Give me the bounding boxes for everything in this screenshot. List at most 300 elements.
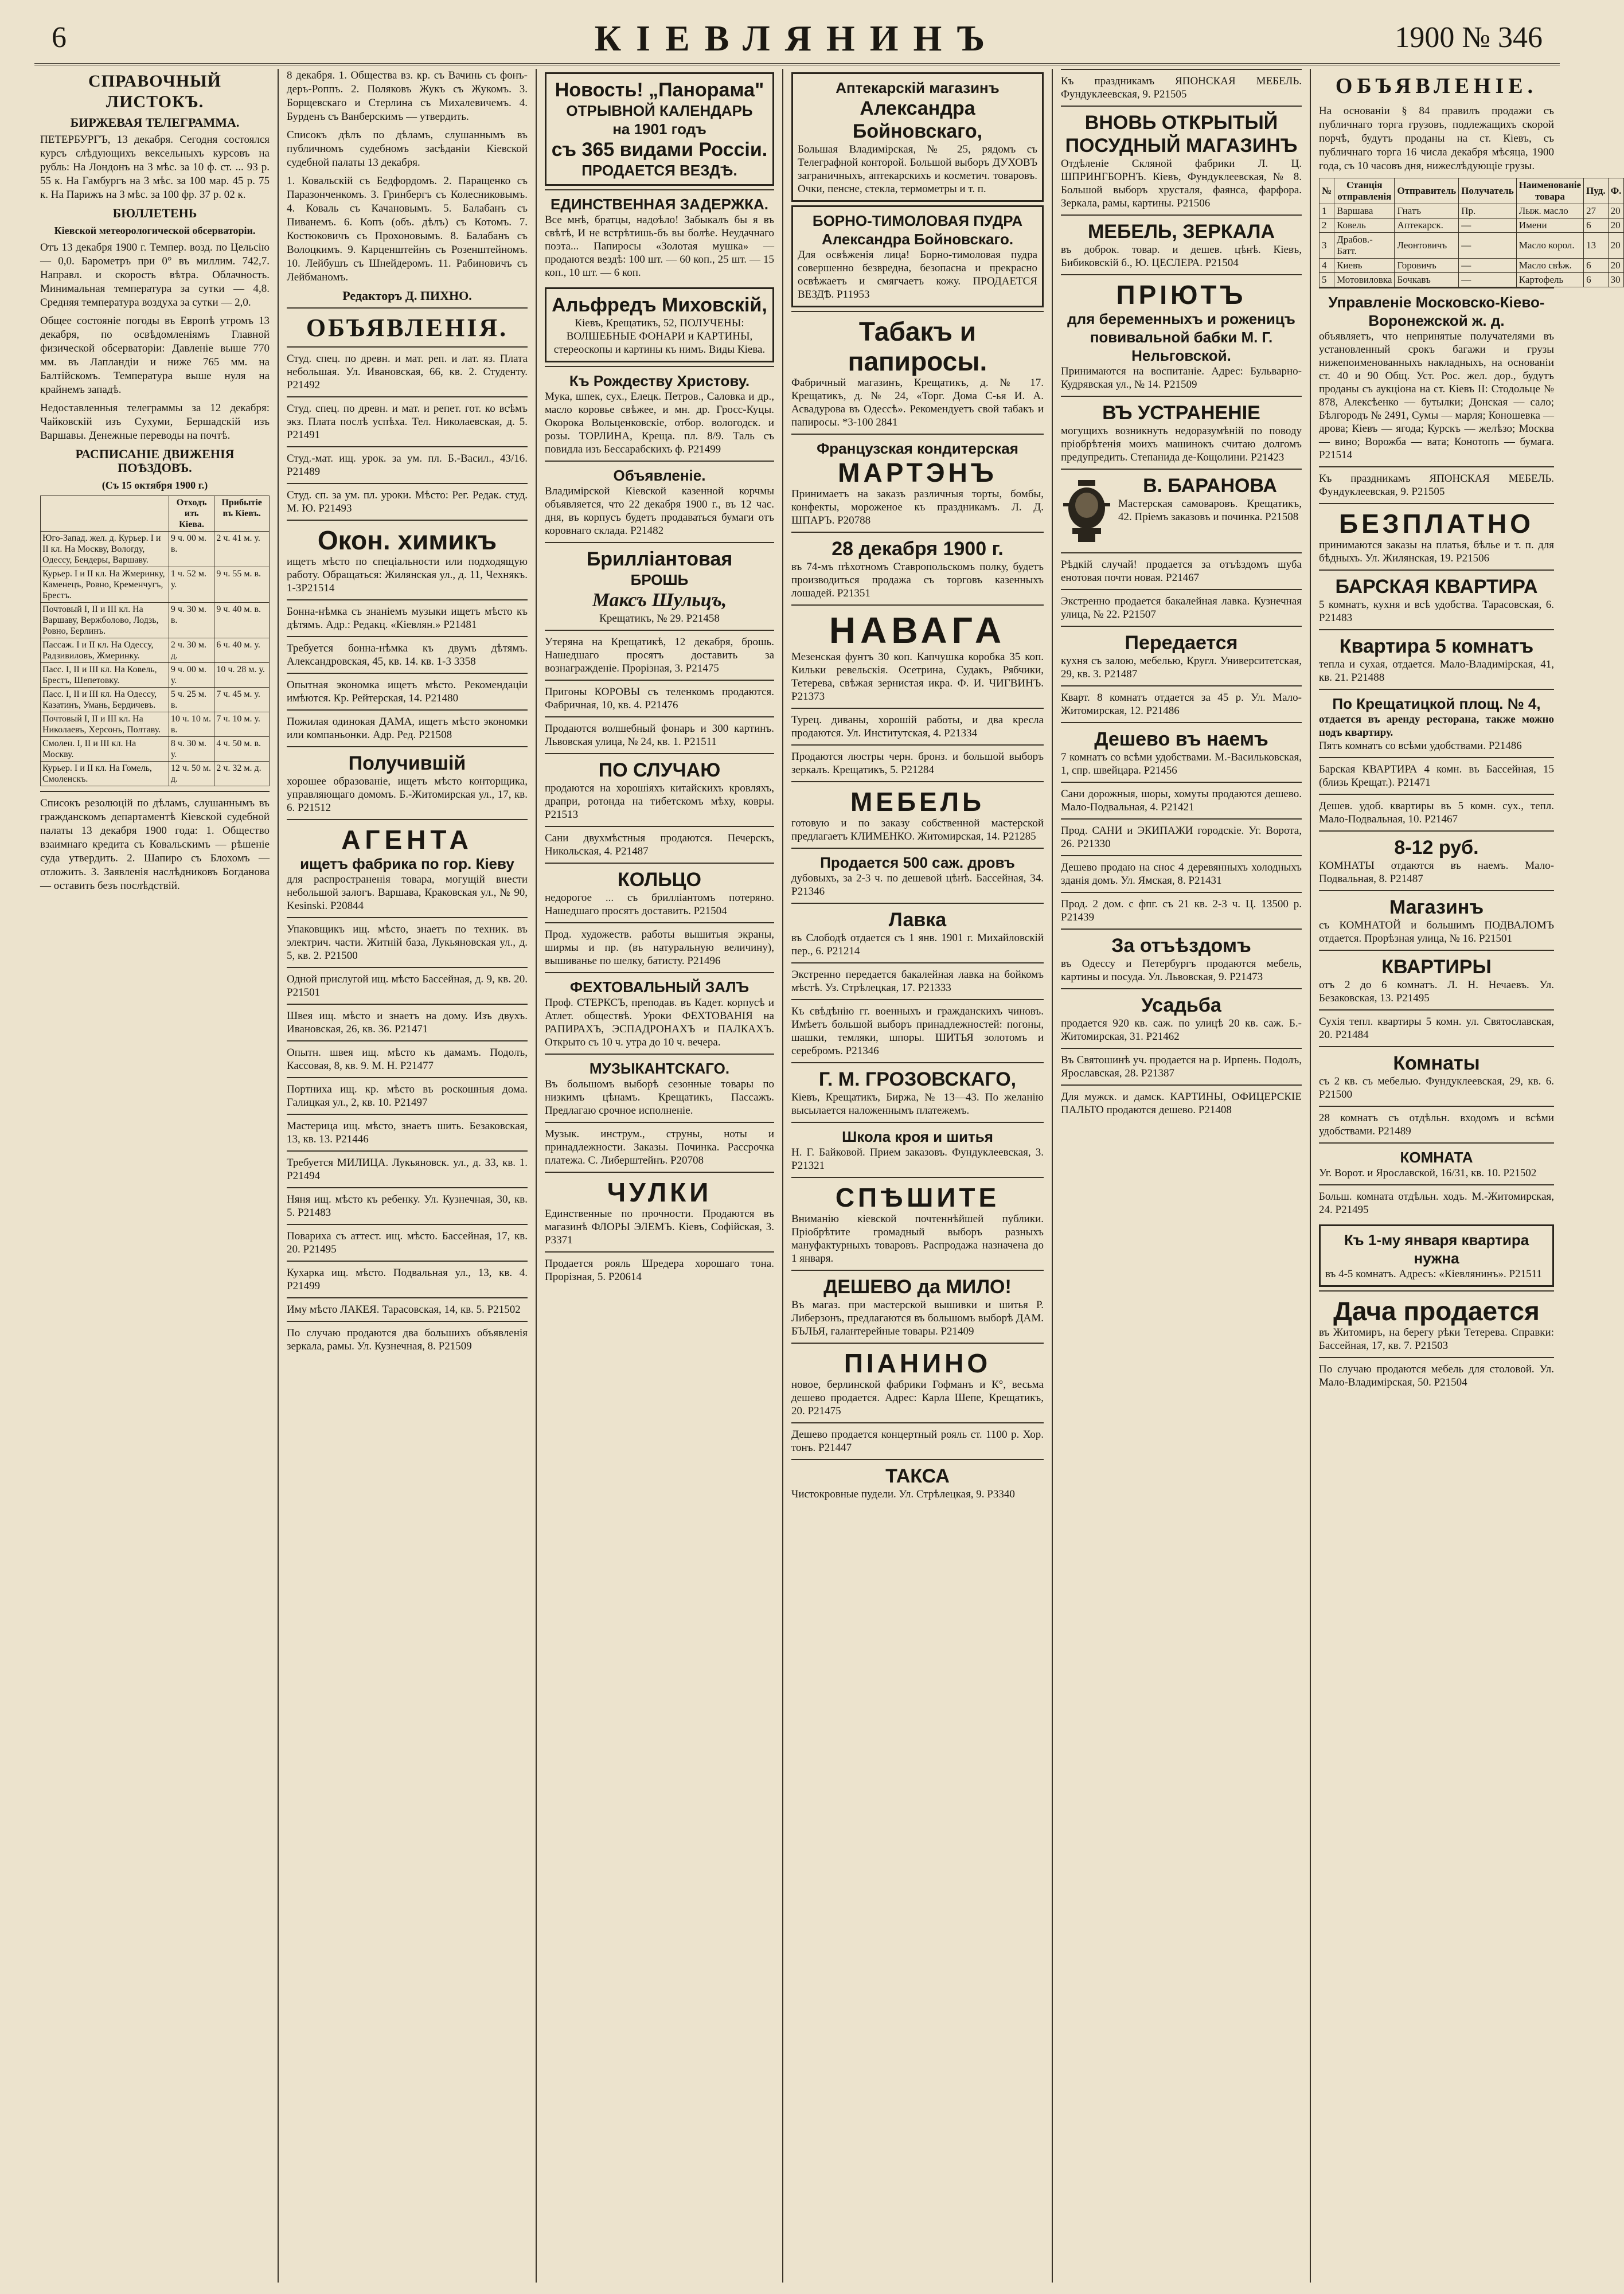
ad-text: Няня ищ. мѣсто къ ребенку. Ул. Кузнечная, 30, кв. 5. Р21483	[287, 1193, 528, 1219]
ad-text: Турец. диваны, хорошій работы, и два кресла продаются. Ул. Институтская, 4. Р21334	[791, 714, 1044, 739]
ad-item	[287, 636, 528, 673]
ad-headline: КВАРТИРЫ	[1381, 956, 1492, 978]
bulletin-subtitle: Кіевской метеорологической обсерваторіи.	[54, 225, 256, 236]
ad-headline: ПО СЛУЧАЮ	[598, 759, 721, 781]
cargo-cell: Картофель	[1516, 273, 1583, 287]
ad-headline: Передается	[1125, 632, 1238, 654]
ad-occasion	[545, 753, 774, 826]
column-rule	[782, 69, 783, 2283]
ad-headline: Продается 500 саж. дровъ	[820, 854, 1015, 871]
ad-headline: ВЪ УСТРАНЕНІЕ	[1102, 402, 1260, 424]
ad-item	[287, 1040, 528, 1077]
ad-text: Иму мѣсто ЛАКЕЯ. Тарасовская, 14, кв. 5. Р21502	[287, 1304, 521, 1316]
ad-subheadline: Александра Бойновскаго.	[821, 231, 1014, 248]
ad-text: Швея ищ. мѣсто и знаетъ на дому. Изъ двухъ. Ивановская, 26, кв. 36. Р21471	[287, 1010, 528, 1035]
column-announcements	[281, 69, 533, 2283]
ad-headline: Управленіе Московско-Кіево-Воронежской ж. д.	[1328, 294, 1545, 329]
ad-headline: Магазинъ	[1389, 896, 1484, 918]
ad-transfer	[1061, 626, 1302, 685]
weather-text: Отъ 13 декабря 1900 г. Темпер. возд. по Цельсію — 0,0. Барометръ при 0° въ миллим. 742,7. Направл. и скорость вѣтра. Облачность. Минимальная температура за сутки — 4,8. Средняя температура воздуха за сутки — 2,0.	[40, 241, 270, 309]
rail-cell: Юго-Запад. жел. д. Курьер. I и II кл. На Москву, Вологду, Одессу, Бендеры, Варшаву.	[41, 532, 169, 567]
ad-text: Кухарка ищ. мѣсто. Подвальная ул., 13, кв. 4. Р21499	[287, 1267, 528, 1292]
ad-text: съ 2 кв. съ мебелью. Фундуклеевская, 29, кв. 6. Р21500	[1319, 1075, 1554, 1101]
ad-item	[791, 999, 1044, 1062]
cargo-cell: Бочкавъ	[1395, 273, 1459, 287]
cargo-header: Станція отправленія	[1334, 178, 1395, 204]
ad-taxa	[791, 1459, 1044, 1505]
ad-baranov	[1061, 469, 1302, 552]
ad-item	[1319, 1357, 1554, 1394]
rail-cell: 2 ч. 41 м. у.	[214, 532, 270, 567]
ad-text: въ Житомиръ, на берегу рѣки Тетерева. Справки: Бассейная, 17, кв. 7. Р21503	[1319, 1327, 1554, 1352]
ad-fix	[1061, 396, 1302, 469]
column-ads-5	[1055, 69, 1307, 2283]
rail-header	[41, 496, 169, 532]
ad-item	[545, 680, 774, 716]
ad-text: ищетъ мѣсто по спеціальности или подходящую работу. Обращаться: Жилянская ул., д. 11, Чехнякъ. 1-3Р21514	[287, 556, 528, 594]
ad-item	[287, 1077, 528, 1114]
ad-headline: НАВАГА	[829, 610, 1006, 651]
ad-text: Продаются волшебный фонарь и 300 картинъ. Львовская улица, № 24, кв. 1. Р21511	[545, 723, 774, 748]
ad-text: Крещатикъ, № 29. Р21458	[599, 612, 720, 625]
ad-text: Музык. инструм., струны, ноты и принадлежности. Заказы. Починка. Рассрочка платежа. С. Либерштейнъ. Р20708	[545, 1128, 774, 1166]
ads-title: ОБЪЯВЛЕНІЯ.	[306, 314, 509, 342]
ad-shop-name: Александра Бойновскаго,	[852, 97, 983, 142]
ad-text: Принимаетъ на заказъ различныя торты, бомбы, конфекты, мороженое къ праздникамъ. Л. Д. ШПАРЪ. Р20788	[791, 488, 1044, 526]
ad-chemist	[287, 520, 528, 599]
cargo-table	[1319, 178, 1624, 287]
ad-text: Для мужск. и дамск. КАРТИНЫ, ОФИЦЕРСКІЕ ПАЛЬТО продаются дешево. Р21408	[1061, 1091, 1302, 1116]
ad-headline: МЕБЕЛЬ, ЗЕРКАЛА	[1087, 221, 1275, 243]
rail-row	[41, 663, 270, 688]
ad-headline: ВНОВЬ ОТКРЫТЫЙ ПОСУДНЫЙ МАГАЗИНЪ	[1065, 112, 1298, 157]
ad-away	[1061, 928, 1302, 988]
ad-text: Студ. спец. по древн. и мат. и репет. гот. ко всѣмъ экз. Плата послѣ успѣха. Тел. Николаевская, д. 5. Р21491	[287, 403, 528, 441]
ad-item	[287, 599, 528, 636]
ad-text: Фабричный магазинъ, Крещатикъ, д. № 17. Крещатикъ, д. № 24, «Торг. Дома С-ья И. А. Асвадурова въ Одессѣ». Рекомендуетъ свой табакъ и папиросы. *3-100 2841	[791, 377, 1044, 428]
ad-estate	[1061, 988, 1302, 1048]
ad-headline: Объявленіе.	[613, 467, 706, 484]
ad-item	[791, 708, 1044, 744]
rail-header: Отходъ изъ Кіева.	[169, 496, 214, 532]
ad-text: Н. Г. Байковой. Прием заказовъ. Фундуклеевская, 3. Р21321	[791, 1146, 1044, 1172]
ad-item	[1319, 466, 1554, 503]
ad-text: Опытн. швея ищ. мѣсто къ дамамъ. Подолъ, Кассовая, 8, кв. 9. М. Н. Р21477	[287, 1047, 528, 1072]
ad-management	[1319, 287, 1554, 466]
ad-text: принимаются заказы на платья, бѣлье и т. п. для бѣдныхъ. Ул. Жилянская, 19. Р21506	[1319, 539, 1554, 564]
ad-headline: МАРТЭНЪ	[838, 458, 997, 487]
ad-text: Въ большомъ выборѣ сезонные товары по низкимъ цѣнамъ. Крещатикъ, Пассажъ. Предлагаю срочное исполненіе.	[545, 1078, 774, 1117]
ad-text: Мука, шпек, сух., Елецк. Петров., Саловка и др., масло коровье свѣжее, и мн. др. Гросс-Куцы. Окорока Вольценковскіе, отбор. вологодск. и розы. ТОРЛИНА, Креща. пл. 8/9. Таль съ повидла изъ Бессарабскихъ ф. Р21499	[545, 391, 774, 455]
ad-vnov	[1061, 106, 1302, 214]
cargo-cell: Горовичъ	[1395, 259, 1459, 273]
ad-item	[791, 1422, 1044, 1459]
ad-text: Вниманію кіевской почтеннѣйшей публики. Пріобрѣтите громадный выборъ разныхъ мануфактурныхъ товаровъ. Распродажа назначена до 1 января.	[791, 1213, 1044, 1265]
rail-cell: 9 ч. 00 м. в.	[169, 532, 214, 567]
rail-cell: 8 ч. 30 м. у.	[169, 737, 214, 762]
ad-item	[287, 917, 528, 967]
ad-text: могущихъ возникнуть недоразумѣній по поводу пріобрѣтенія моихъ машинокъ считаю долгомъ предупредить. Степанида де-Кощолини. Р21423	[1061, 425, 1302, 463]
ad-text: Проф. СТЕРКСЪ, преподав. въ Кадет. корпусѣ и Атлет. обществѣ. Уроки ФЕХТОВАНІЯ на РАПИРАХЪ, ЭСПАДРОНАХЪ и ПАЛКАХЪ. Открыто съ 10 ч. утра до 10 ч. вечера.	[545, 997, 774, 1048]
ad-item	[545, 1251, 774, 1288]
page-header	[34, 13, 1560, 65]
cargo-header: Ф.	[1608, 178, 1624, 204]
ad-item	[287, 673, 528, 709]
ad-text: Большая Владимірская, № 25, рядомъ съ Телеграфной конторой. Большой выборъ ДУХОВЪ заграничныхъ, аптекарскихъ и косметич. товаровъ. Очки, пенсне, стекла, термометры и т. п.	[798, 143, 1037, 195]
cargo-cell: Мотовиловка	[1334, 273, 1395, 287]
ad-headline: Табакъ и папиросы.	[848, 317, 987, 376]
ad-text: Къ праздникамъ ЯПОНСКАЯ МЕБЕЛЬ. Фундуклеевская, 9. Р21505	[1319, 473, 1554, 498]
rail-cell: 9 ч. 55 м. в.	[214, 567, 270, 603]
ad-text: Къ праздникамъ ЯПОНСКАЯ МЕБЕЛЬ. Фундуклеевская, 9. Р21505	[1061, 75, 1302, 100]
cargo-cell: Киевъ	[1334, 259, 1395, 273]
court-list: 1. Ковальскій съ Бедфордомъ. 2. Паращенко съ Паразонченкомъ. 3. Гринбергъ съ Колесниковымъ. 4. Коваль съ Качановымъ. 5. Балабанъ съ Пиванемъ. 6. Копъ (объ. дѣлъ) съ Котомъ. 7. Костюковичъ съ Прохоновымъ. 8. Балабанъ съ Волоцкимъ. 9. Карценштейнъ съ Розенштейномъ. 10. Лейбушъ съ Шнейдеромъ. 11. Рабиновичъ съ Лейбманомъ.	[287, 175, 528, 283]
editor-line: Редакторъ Д. ПИХНО.	[342, 288, 472, 303]
column-ads-4	[786, 69, 1049, 2283]
ad-headline: ПІАНИНО	[844, 1348, 991, 1378]
ad-item	[1319, 1184, 1554, 1221]
ad-item	[1061, 69, 1302, 106]
ad-headline: МЕБЕЛЬ	[850, 787, 985, 817]
ad-subheadline: ищетъ фабрика по гор. Кіеву	[300, 855, 514, 872]
ad-text: продается 920 кв. саж. по улицѣ 20 кв. саж. Б.-Житомирская, 31. Р21462	[1061, 1017, 1302, 1043]
ad-item	[1061, 855, 1302, 892]
rail-cell: 2 ч. 32 м. д.	[214, 762, 270, 786]
ad-headline: ЧУЛКИ	[607, 1177, 712, 1207]
cargo-cell: Ковель	[1334, 219, 1395, 233]
ad-dacha	[1319, 1290, 1554, 1357]
ad-got	[287, 746, 528, 819]
ad-mirror	[1061, 214, 1302, 274]
ad-item	[1061, 589, 1302, 626]
column-ads-6	[1313, 69, 1622, 2283]
ad-item	[287, 1297, 528, 1321]
ad-text: Портниха ищ. кр. мѣсто въ роскошныя дома. Галицкая ул., 2, кв. 10. Р21497	[287, 1083, 528, 1109]
ad-subheadline: на 1901 годъ	[612, 120, 706, 138]
ad-item	[1061, 552, 1302, 589]
ad-item	[545, 1122, 774, 1172]
rail-row	[41, 762, 270, 786]
ad-text: Экстренно передается бакалейная лавка на бойкомъ мѣстѣ. Уз. Стрѣлецкая, 17. Р21333	[791, 969, 1044, 994]
ad-text: Къ свѣдѣнію гг. военныхъ и гражданскихъ чиновъ. Имѣетъ большой выборъ принадлежностей: погоны, шашки, темляки, шпоры. ШИТЬЯ золотомъ и серебромъ. Р21346	[791, 1005, 1044, 1057]
court-intro: 8 декабря. 1. Общества вз. кр. съ Вачинь съ фонъ-деръ-Роппъ. 2. Поляковъ Жукъ съ Жукомъ. 3. Борщевскаго и Стерлина съ Михалевичемъ. 4. Бурденъ съ Ванберскимъ — утвердить.	[287, 69, 528, 123]
rail-cell: 5 ч. 25 м. в.	[169, 688, 214, 712]
notice-title: ОБЪЯВЛЕНІЕ.	[1335, 74, 1538, 98]
ad-text: Мастерица ищ. мѣсто, знаетъ шить. Безаковская, 13, кв. 13. Р21446	[287, 1120, 528, 1145]
ad-text: въ доброк. товар. и дешев. цѣнѣ. Кіевъ, Бибиковскій б., Ю. ЦЕСЛЕРА. Р21504	[1061, 244, 1302, 269]
rail-row	[41, 712, 270, 737]
ad-text: объявляетъ, что непринятые получателями въ установленный срокъ багажи и грузы нижепоименованныхъ накладныхъ, на основаніи ст. 40 и 90 Общ. Уст. Рос. жел. дор., будутъ проданы съ аукціона на ст. Кіевъ II: Стодольце № 878, Алексѣенко — бутылки; Донская — сало; Бѣлгородъ № 2491, Сумы — марля; Коношевка — дрова; Кіевъ — ягода; Курскъ — желѣзо; Москва — вино; Ворожба — вата; Конотопъ — бумага. Р21514	[1319, 330, 1554, 461]
cargo-header: Получатель	[1459, 178, 1517, 204]
ad-delay	[545, 189, 774, 284]
ad-headline: ТАКСА	[885, 1465, 950, 1487]
ad-school	[791, 1122, 1044, 1177]
cargo-cell: 6	[1584, 219, 1609, 233]
ad-text: Уг. Ворот. и Ярославской, 16/31, кв. 10. Р21502	[1319, 1167, 1537, 1179]
ad-text: съ КОМНАТОЙ и большимъ ПОДВАЛОМЪ отдается. Прорѣзная улица, № 16. Р21501	[1319, 919, 1554, 945]
ad-piano	[791, 1343, 1044, 1422]
ad-agent	[287, 819, 528, 917]
cargo-cell: —	[1459, 259, 1517, 273]
rail-row	[41, 532, 270, 567]
ad-text: продаются на хорошіяхъ китайскихъ кровляхъ, драпри, ротонда на тибетскомъ мѣху, ковры. Р21513	[545, 782, 774, 821]
rail-cell: 7 ч. 10 м. у.	[214, 712, 270, 737]
ad-headline: 28 декабря 1900 г.	[831, 538, 1004, 560]
cargo-header: Пуд.	[1584, 178, 1609, 204]
ad-text: Сухія тепл. квартиры 5 комн. ул. Святославская, 20. Р21484	[1319, 1016, 1554, 1041]
rail-row	[41, 737, 270, 762]
ad-headline: АГЕНТА	[341, 825, 473, 855]
cargo-cell: 4	[1320, 259, 1334, 273]
ad-item	[287, 446, 528, 483]
cargo-header: №	[1320, 178, 1334, 204]
rail-row	[41, 567, 270, 603]
ad-text: Кварт. 8 комнатъ отдается за 45 р. Ул. Мало-Житомирская, 12. Р21486	[1061, 692, 1302, 717]
ad-item	[1319, 1009, 1554, 1046]
ad-item	[287, 1004, 528, 1040]
ad-text: Одной прислугой ищ. мѣсто Бассейная, д. 9, кв. 20. Р21501	[287, 973, 528, 998]
rail-cell: 12 ч. 50 м. д.	[169, 762, 214, 786]
ad-store	[1319, 890, 1554, 950]
ad-text: Въ магаз. при мастерской вышивки и шитья Р. Либерзонъ, предлагаются въ большомъ выборѣ ДАМ. БЪЛЬЯ, галантерейные товары. Р21409	[791, 1299, 1044, 1337]
rail-cell: Пасс. I, II и III кл. На Одессу, Казатинъ, Умань, Бердичевъ.	[41, 688, 169, 712]
ad-item	[287, 1150, 528, 1187]
ad-headline: Получившій	[348, 752, 466, 774]
ad-text: Мезенская фунтъ 30 коп. Капчушка коробка 35 коп. Кильки ревельскія. Осетрина, Судакъ, Рябчики, Тетерева, свѣжая зернистая икра. Ф. И. ЧИГВИНЪ. Р21373	[791, 651, 1044, 703]
ad-powder	[791, 205, 1044, 307]
ad-quarters	[1319, 950, 1554, 1009]
ad-text: Дешево продаю на снос 4 деревянныхъ холодныхъ зданія домъ. Ул. Ямская, 8. Р21431	[1061, 861, 1302, 887]
cargo-row	[1320, 219, 1624, 233]
rail-cell: 9 ч. 30 м. в.	[169, 603, 214, 638]
ad-item	[1061, 685, 1302, 722]
ad-headline: 8-12 руб.	[1394, 837, 1479, 859]
ad-text: Барская КВАРТИРА 4 комн. въ Бассейная, 15 (близь Крещат.). Р21471	[1319, 763, 1554, 789]
ad-headline: МУЗЫКАНТСКАГО.	[589, 1060, 730, 1077]
ad-text: хорошее образованіе, ищетъ мѣсто конторщика, управляющаго домомъ. Б.-Житомирская ул., 17, кв. 6. Р21512	[287, 775, 528, 814]
ad-headline: съ 365 видами Россіи.	[551, 139, 768, 161]
cargo-row	[1320, 259, 1624, 273]
cargo-cell: Масло свѣж.	[1516, 259, 1583, 273]
ad-item	[1319, 757, 1554, 794]
ad-text: Продаются люстры черн. бронз. и большой выборъ зеркалъ. Крещатикъ, 5. Р21284	[791, 751, 1044, 776]
rail-subtitle: (Съ 15 октября 1900 г.)	[102, 479, 208, 491]
exchange-subtitle: БИРЖЕВАЯ ТЕЛЕГРАММА.	[70, 115, 240, 130]
ad-item	[287, 1114, 528, 1150]
ad-text: въ Одессу и Петербургъ продаются мебель, картины и посуда. Ул. Львовская, 9. Р21473	[1061, 958, 1302, 983]
issue-number: 1900 № 346	[1395, 21, 1543, 54]
ad-text: Для освѣженія лица! Борно-тимоловая пудра совершенно безвредна, безопасна и прекрасно освѣжаетъ и смягчаетъ кожу. ПРОДАЕТСЯ ВЕЗДѢ. Р11953	[798, 249, 1037, 301]
ad-text: Дешев. удоб. квартиры въ 5 комн. сух., тепл. Мало-Подвальная, 10. Р21467	[1319, 800, 1554, 825]
ad-brooch	[545, 542, 774, 630]
cargo-header: Наименованіе товара	[1516, 178, 1583, 204]
ad-text: Рѣдкій случай! продается за отъѣздомъ шуба енотовая почти новая. Р21467	[1061, 559, 1302, 584]
cargo-cell: 20	[1608, 259, 1624, 273]
samovar-image	[1061, 477, 1112, 545]
cargo-cell: 6	[1584, 273, 1609, 287]
ad-text: кухня съ залою, мебелью, Кругл. Университетская, 29, кв. 3. Р21487	[1061, 655, 1302, 680]
cargo-row	[1320, 204, 1624, 219]
ad-shelter	[1061, 274, 1302, 396]
ad-grozovsky	[791, 1062, 1044, 1122]
ad-item	[1061, 1048, 1302, 1084]
ad-text: въ Слободѣ отдается съ 1 янв. 1901 г. Михайловскій пер., 6. Р21214	[791, 932, 1044, 957]
ad-headline: Лавка	[888, 909, 947, 931]
ad-text: Кіевъ, Крещатикъ, Биржа, № 13—43. По желанію высылается наложеннымъ платежемъ.	[791, 1091, 1044, 1117]
cargo-cell: 13	[1584, 233, 1609, 259]
ad-headline: За отъѣздомъ	[1111, 935, 1251, 957]
column-rule	[1310, 69, 1311, 2283]
ad-text: По случаю продаются два большихъ объявленія зеркала, рамы. Ул. Кузнечная, 8. Р21509	[287, 1327, 528, 1352]
column-rule	[1052, 69, 1053, 2283]
rail-cell: 10 ч. 28 м. у.	[214, 663, 270, 688]
ad-dec28	[791, 532, 1044, 604]
ad-text: готовую и по заказу собственной мастерской предлагаетъ КЛИМЕНКО. Житомирская, 14. Р21285	[791, 817, 1044, 842]
ad-music	[545, 1054, 774, 1122]
ad-notice	[545, 461, 774, 542]
ad-item	[1319, 794, 1554, 830]
ad-text: Экстренно продается бакалейная лавка. Кузнечная улица, № 22. Р21507	[1061, 595, 1302, 621]
ad-item	[287, 346, 528, 396]
cargo-cell: 30	[1608, 273, 1624, 287]
cargo-cell: Лыж. масло	[1516, 204, 1583, 219]
rail-cell: Пассаж. I и II кл. На Одессу, Радзивиловъ, Жмеринку.	[41, 638, 169, 663]
cargo-header: Отправитель	[1395, 178, 1459, 204]
ad-item	[545, 922, 774, 972]
ad-shop-name: Максъ Шульцъ,	[592, 590, 727, 611]
rail-cell: Курьер. I и II кл. На Гомель, Смоленскъ.	[41, 762, 169, 786]
exchange-text: ПЕТЕРБУРГЪ, 13 декабря. Сегодня состоялся курсъ слѣдующихъ вексельныхъ курсовъ на рубль: На Лондонъ на 3 мѣс. за 10 ф. ст. ... 93 р. 55 к. На Гамбургъ на 3 мѣс. за 100 мар. 45 р. 75 к. На Парижъ на 3 мѣс. за 100 фр. 37 р. 02 к.	[40, 134, 270, 201]
ad-subheadline: БРОШЬ	[630, 571, 689, 588]
ad-item	[545, 630, 774, 680]
ad-headline: Комнаты	[1393, 1052, 1480, 1074]
ad-jan1	[1319, 1224, 1554, 1287]
cargo-cell: 27	[1584, 204, 1609, 219]
rail-cell: Смолен. I, II и III кл. На Москву.	[41, 737, 169, 762]
cargo-cell: Варшава	[1334, 204, 1395, 219]
ad-wood	[791, 848, 1044, 903]
ad-text: Мастерская самоваровъ. Крещатикъ, 42. Пріемъ заказовъ и починка. Р21508	[1118, 498, 1302, 523]
ad-text: Утеряна на Крещатикѣ, 12 декабря, брошь. Нашедшаго просятъ доставить за вознагражденіе. Прорізная, 3. Р21475	[545, 636, 774, 674]
ad-item	[287, 1224, 528, 1261]
ad-hurry	[791, 1177, 1044, 1270]
ad-headline: Окон. химикъ	[317, 525, 497, 555]
ad-cheap	[791, 1270, 1044, 1343]
ad-text: Кіевъ, Крещатикъ, 52, ПОЛУЧЕНЫ: ВОЛШЕБНЫЕ ФОНАРИ и КАРТИНЫ, стереоскопы и картины къ нимъ. Виды Кіева.	[553, 317, 766, 356]
ad-text: По случаю продаются мебель для столовой. Ул. Мало-Владимірская, 50. Р21504	[1319, 1363, 1554, 1388]
rail-cell: Почтовый I, II и III кл. На Варшаву, Вержболово, Лодзь, Ровно, Берлинъ.	[41, 603, 169, 638]
column-rule	[536, 69, 537, 2283]
cargo-cell: —	[1459, 233, 1517, 259]
ad-headline: БАРСКАЯ КВАРТИРА	[1335, 576, 1538, 598]
newspaper-title: КІЕВЛЯНИНЪ	[594, 18, 1000, 58]
rail-row	[41, 688, 270, 712]
ad-subheadline: отдается въ аренду ресторана, также можно подъ квартиру.	[1319, 713, 1554, 739]
cargo-row	[1320, 233, 1624, 259]
ad-text: недорогое ... съ брилліантомъ потеряно. Нашедшаго просятъ доставить. Р21504	[545, 892, 774, 917]
ad-text: Бонна-нѣмка съ знаніемъ музыки ищетъ мѣсто къ дѣтямъ. Адр.: Редакц. «Кіевлян.» Р21481	[287, 606, 528, 631]
rail-cell: 6 ч. 40 м. у.	[214, 638, 270, 663]
rail-cell: 9 ч. 00 м. у.	[169, 663, 214, 688]
ad-headline: В. БАРАНОВА	[1143, 475, 1277, 497]
ad-free	[1319, 503, 1554, 569]
ad-text: Продается рояль Шредера хорошаго тона. Прорізная, 5. Р20614	[545, 1258, 774, 1283]
ad-text: для распространенія товара, могущій внести небольшой залогъ. Варшава, Краковская ул., № 90, Kesinski. Р20844	[287, 873, 528, 912]
cargo-cell: Пр.	[1459, 204, 1517, 219]
weather-telegrams: Общее состояніе погоды въ Европѣ утромъ 13 декабря, по освѣдомленіямъ Главной физической обсерваторіи: Давленіе выше 770 мм. въ Лапландіи и ниже 765 мм. на Балтійскомъ. Температура выше нуля на крайнемъ западѣ.	[40, 315, 270, 396]
cargo-cell: 1	[1320, 204, 1334, 219]
cargo-cell: 5	[1320, 273, 1334, 287]
cargo-cell: Аптекарск.	[1395, 219, 1459, 233]
ad-kreshchatik	[1319, 689, 1554, 757]
ad-headline: Бриллiантовая	[586, 548, 733, 570]
ad-text: Пожилая одинокая ДАМА, ищетъ мѣсто экономки или компаньонки. Адр. Ред. Р21508	[287, 716, 528, 741]
ad-item	[1319, 1106, 1554, 1142]
ad-text: новое, берлинской фабрики Гофманъ и К°, весьма дешево продается. Адрес: Карла Шепе, Крещатикъ, 20. Р21475	[791, 1379, 1044, 1417]
ad-text: Все мнѣ, братцы, надоѣло! Забыкалъ бы я въ свѣтѣ, И не встрѣтишь-бъ вы болѣе. Неудачнаго поэта... Папиросы «Золотая мушка» — продаются вездѣ: 100 шт. — 60 коп., 25 шт. — 15 коп., 10 шт. — 6 коп.	[545, 214, 774, 279]
cargo-cell: 20	[1608, 219, 1624, 233]
ad-ring	[545, 863, 774, 922]
rail-header: Прибытіе въ Кіевъ.	[214, 496, 270, 532]
ad-headline: Школа кроя и шитья	[842, 1128, 993, 1145]
ad-subheadline: ОТРЫВНОЙ КАЛЕНДАРЬ	[566, 102, 753, 119]
ad-subheadline: для беременныхъ и роженицъ повивальной бабки М. Г. Нельговской.	[1067, 310, 1295, 364]
cargo-cell: 2	[1320, 219, 1334, 233]
column-ads-3	[539, 69, 780, 2283]
ad-headline: ДЕШЕВО да МИЛО!	[823, 1276, 1012, 1298]
ad-headline: Г. М. ГРОЗОВСКАГО,	[818, 1068, 1017, 1090]
court-list-title: Списокъ дѣлъ по дѣламъ, слушаннымъ въ публичномъ судебномъ засѣданіи Кіевской судебной палаты 13 декабря.	[287, 129, 528, 169]
cargo-cell: Драбов.-Батт.	[1334, 233, 1395, 259]
ad-headline: СПѢШИТЕ	[835, 1183, 1000, 1212]
ad-text: Прод. художеств. работы вышитыя экраны, ширмы и пр. (въ натуральную величину), вышиванье по шелку, батисту. Р21496	[545, 928, 774, 967]
ad-item	[287, 396, 528, 446]
ad-item	[287, 1187, 528, 1224]
ad-item	[791, 962, 1044, 999]
ad-item	[287, 1321, 528, 1357]
ad-fencing	[545, 972, 774, 1054]
ad-text: 7 комнатъ со всѣми удобствами. М.-Васильковская, 1, спр. швейцара. Р21456	[1061, 751, 1302, 777]
cargo-row	[1320, 273, 1624, 287]
ad-text: Повариха съ аттест. ищ. мѣсто. Бассейная, 17, кв. 20. Р21495	[287, 1230, 528, 1255]
ad-text: Требуется МИЛИЦА. Лукьяновск. ул., д. 33, кв. 1. Р21494	[287, 1157, 528, 1182]
ad-subheadline: ПРОДАЕТСЯ ВЕЗДѢ.	[581, 162, 737, 179]
ad-text: Принимаются на воспитаніе. Адрес: Бульварно-Кудрявская ул., № 14. Р21509	[1061, 365, 1302, 391]
ad-headline: Альфредъ Миховскій,	[552, 294, 767, 316]
ad-text: Студ. сп. за ум. пл. уроки. Мѣсто: Рег. Редак. студ. М. Ю. Р21493	[287, 489, 528, 514]
ad-item	[545, 716, 774, 753]
ad-rub	[1319, 830, 1554, 890]
rail-cell: Курьер. I и II кл. На Жмеринку, Каменецъ, Ровно, Кременчугъ, Брестъ.	[41, 567, 169, 603]
ad-room	[1319, 1142, 1554, 1184]
ad-barskaya	[1319, 569, 1554, 629]
ad-text: Дешево продается концертный рояль ст. 1100 р. Хор. тонъ. Р21447	[791, 1429, 1044, 1454]
ad-headline: КОЛЬЦО	[618, 869, 701, 891]
cargo-cell: 20	[1608, 204, 1624, 219]
rail-cell: Почтовый I, II и III кл. На Николаевъ, Херсонъ, Полтаву.	[41, 712, 169, 737]
ad-panorama	[545, 72, 774, 186]
ad-item	[287, 483, 528, 520]
column-reference	[34, 69, 275, 2283]
ad-tobacco	[791, 311, 1044, 434]
rail-cell: 10 ч. 10 м. в.	[169, 712, 214, 737]
cargo-cell: 20	[1608, 233, 1624, 259]
ad-text: Единственные по прочности. Продаются въ магазинѣ ФЛОРЫ ЭЛЕМЪ. Кіевъ, Софійская, 3. Р3371	[545, 1208, 774, 1246]
ad-text: Прод. 2 дом. с фпг. съ 21 кв. 2-3 ч. Ц. 13500 р. Р21439	[1061, 898, 1302, 923]
ad-headline: БОРНО-ТИМОЛОВАЯ ПУДРА	[812, 212, 1023, 229]
rail-cell: 7 ч. 45 м. у.	[214, 688, 270, 712]
ad-text: Упаковщикъ ищ. мѣсто, знаетъ по техник. въ электрич. части. Житній база, Лукьяновская ул., д. 5, кв. 2. Р21500	[287, 923, 528, 962]
